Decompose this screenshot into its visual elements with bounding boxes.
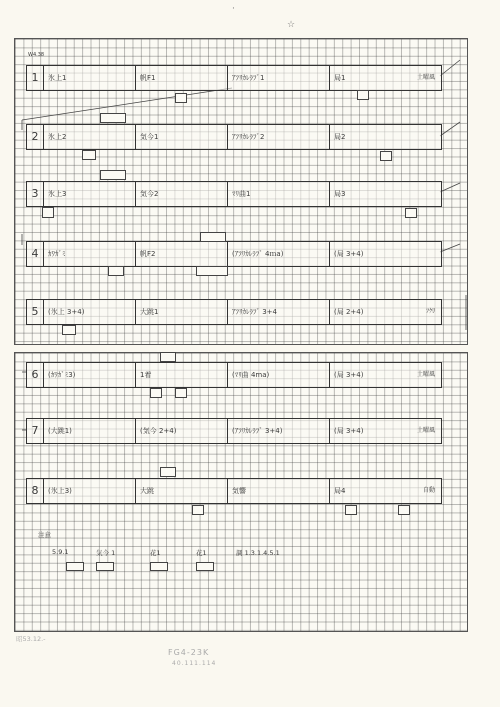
connector-box bbox=[160, 352, 176, 362]
connector-box bbox=[175, 93, 187, 103]
connector-box bbox=[62, 325, 76, 335]
connector-box bbox=[196, 562, 214, 571]
cell: 氷上3 bbox=[43, 182, 135, 206]
cell: (氷上3) bbox=[43, 479, 135, 503]
cell: (局 3+4) bbox=[329, 363, 441, 387]
connector-box bbox=[42, 207, 54, 218]
cell: 氷上1 bbox=[43, 66, 135, 90]
cell: 局2 bbox=[329, 125, 441, 149]
row-tail: 土曜風 bbox=[416, 371, 435, 378]
cell: (ｱﾌﾘｶﾚﾗﾌﾞ 4ｍa) bbox=[227, 242, 329, 266]
cell: (氷上 3+4) bbox=[43, 300, 135, 324]
cell: ｱﾌﾘｶﾚﾗﾌﾞ 3+4 bbox=[227, 300, 329, 324]
stamp-line-2: 40.111.114 bbox=[172, 660, 217, 667]
row-tail: 土曜風 bbox=[416, 427, 435, 434]
corner-mark: · bbox=[232, 4, 235, 14]
connector-box bbox=[192, 505, 204, 515]
connector-box bbox=[100, 113, 126, 123]
cell: 気響 bbox=[227, 479, 329, 503]
cell: 氷上2 bbox=[43, 125, 135, 149]
row-number: 4 bbox=[27, 242, 44, 266]
cell: (ﾏﾘ曲 4ma) bbox=[227, 363, 329, 387]
cell: (ｶﾜｶﾞﾐ3) bbox=[43, 363, 135, 387]
row-1 bbox=[26, 65, 442, 91]
row-tail: 土曜風 bbox=[416, 74, 435, 81]
connector-box bbox=[150, 562, 168, 571]
note-item: 気今 1 bbox=[96, 549, 116, 557]
note-item: 5.9.1 bbox=[52, 548, 69, 556]
cell: ﾏﾘ曲1 bbox=[227, 182, 329, 206]
row-6 bbox=[26, 362, 442, 388]
row-7 bbox=[26, 418, 442, 444]
cell: 気今2 bbox=[135, 182, 227, 206]
connector-box bbox=[108, 266, 124, 276]
row-4 bbox=[26, 241, 442, 267]
cell: 気今1 bbox=[135, 125, 227, 149]
cell: 局3 bbox=[329, 182, 441, 206]
connector-box bbox=[405, 208, 417, 218]
cell: (ｱﾌﾘｶﾚﾗﾌﾞ 3+4) bbox=[227, 419, 329, 443]
connector-box bbox=[100, 170, 126, 180]
cell: 帆F1 bbox=[135, 66, 227, 90]
cell: 1着 bbox=[135, 363, 227, 387]
note-item: 花1 bbox=[196, 549, 207, 557]
row-number: 2 bbox=[27, 125, 44, 149]
connector-box bbox=[380, 151, 392, 161]
cell: (局 2+4) bbox=[329, 300, 441, 324]
connector-box bbox=[150, 388, 162, 398]
connector-box bbox=[66, 562, 84, 571]
connector-box bbox=[160, 467, 176, 477]
connector-box bbox=[200, 232, 226, 242]
cell: 帆F2 bbox=[135, 242, 227, 266]
row-2 bbox=[26, 124, 442, 150]
star-mark: ☆ bbox=[287, 20, 296, 30]
row-tail: 自動 bbox=[422, 487, 435, 494]
cell: (局 3+4) bbox=[329, 242, 441, 266]
cell: 大跳1 bbox=[135, 300, 227, 324]
row-3 bbox=[26, 181, 442, 207]
row-number: 5 bbox=[27, 300, 44, 324]
row-number: 6 bbox=[27, 363, 44, 387]
row-number: 7 bbox=[27, 419, 44, 443]
row-number: 8 bbox=[27, 479, 44, 503]
connector-box bbox=[96, 562, 114, 571]
connector-box bbox=[175, 388, 187, 398]
cell: 局4 bbox=[329, 479, 441, 503]
connector-box bbox=[398, 505, 410, 515]
cell: ｶﾜｶﾞﾐ bbox=[43, 242, 135, 266]
stamp-line-1: FG4-23K bbox=[168, 648, 210, 657]
row-number: 3 bbox=[27, 182, 44, 206]
row-tail: ﾌｸﾘ bbox=[425, 308, 435, 315]
cell: 局1 bbox=[329, 66, 441, 90]
notes-label: 注意 bbox=[38, 531, 51, 539]
connector-box bbox=[357, 90, 369, 100]
cell: (気今 2+4) bbox=[135, 419, 227, 443]
cell: ｱﾌﾘｶﾚﾗﾌﾞ1 bbox=[227, 66, 329, 90]
header-note: W4.38 bbox=[28, 52, 45, 58]
connector-box bbox=[345, 505, 357, 515]
cell: (局 3+4) bbox=[329, 419, 441, 443]
margin-note: 昭53.12.- bbox=[16, 635, 46, 643]
row-5 bbox=[26, 299, 442, 325]
cell: ｱﾌﾘｶﾚﾗﾌﾞ2 bbox=[227, 125, 329, 149]
connector-box bbox=[196, 266, 228, 276]
connector-box bbox=[82, 150, 96, 160]
note-item: 調 1.3.1.4.5.1 bbox=[236, 549, 280, 557]
cell: 大跳 bbox=[135, 479, 227, 503]
cell: (大跳1) bbox=[43, 419, 135, 443]
note-item: 花1 bbox=[150, 549, 161, 557]
row-8 bbox=[26, 478, 442, 504]
row-number: 1 bbox=[27, 66, 44, 90]
